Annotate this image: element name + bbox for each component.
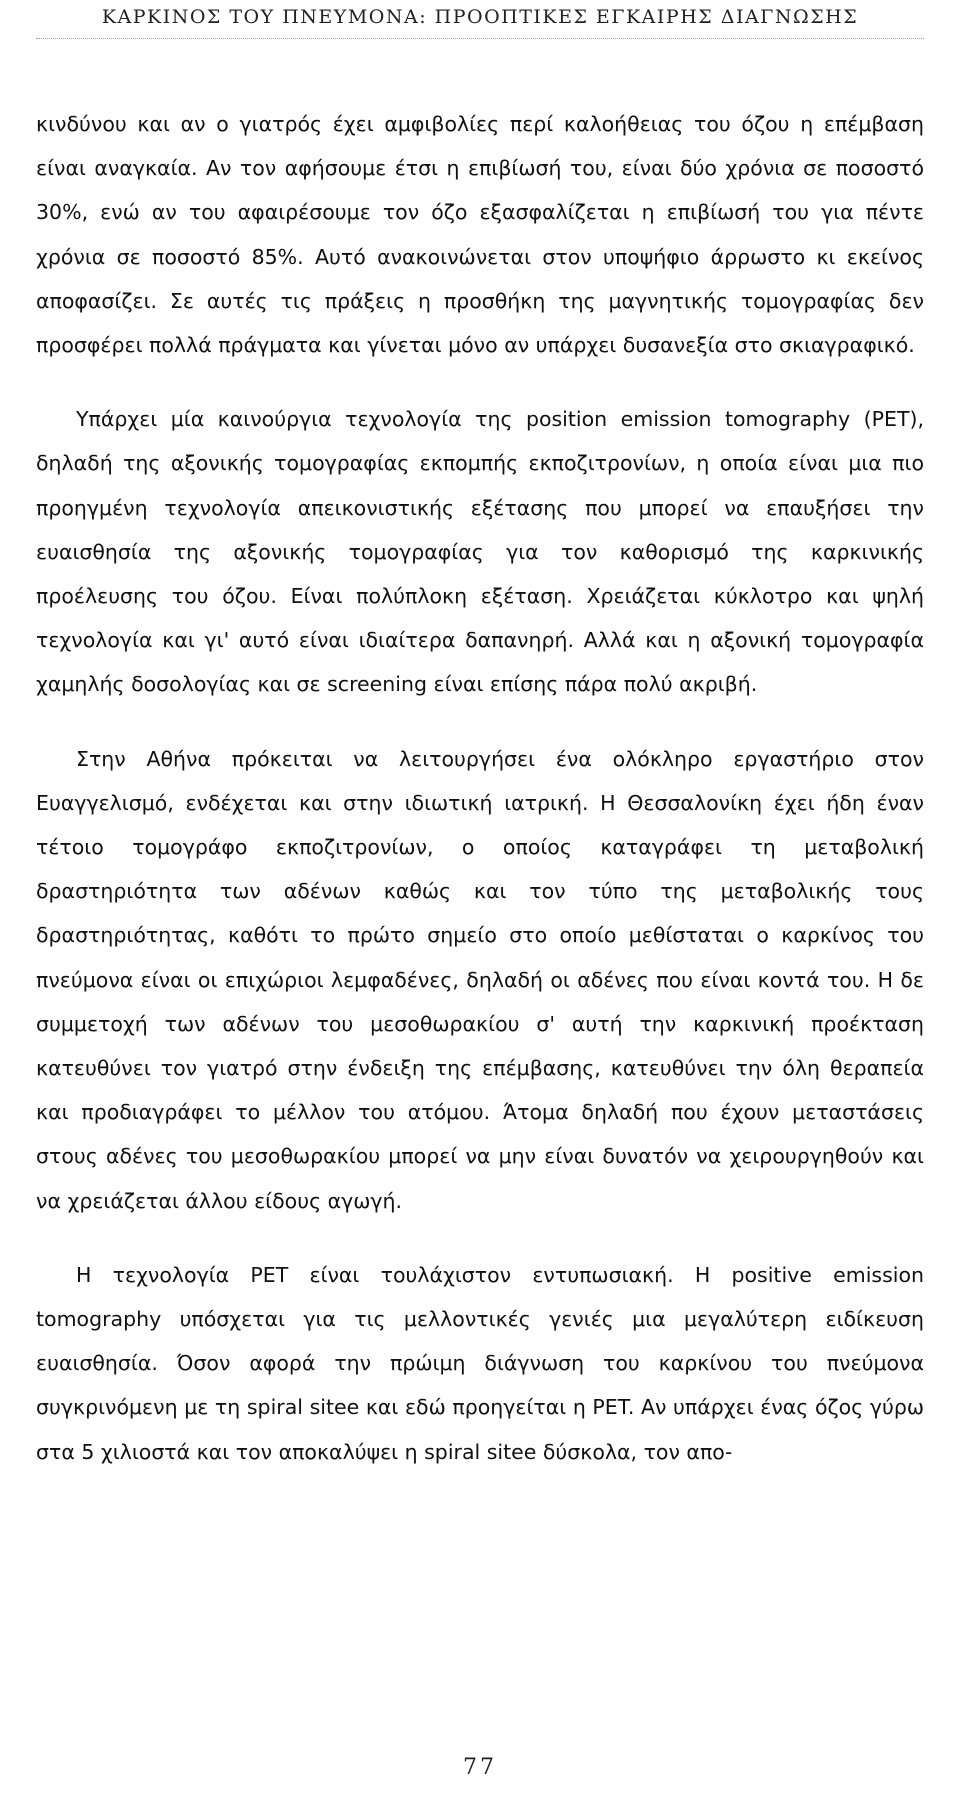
- running-header: ΚΑΡΚΙΝΟΣ ΤΟΥ ΠΝΕΥΜΟΝΑ: ΠΡΟΟΠΤΙΚΕΣ ΕΓΚΑΙΡΗΣ ΔΙΑΓΝΩΣΗΣ: [101, 6, 859, 28]
- header-rule: [36, 38, 924, 39]
- paragraph-4: Η τεχνολογία PET είναι τουλάχιστον εντυπωσιακή. Η positive emission tomography υπόσχεται για τις μελλοντικές γενιές μια μεγαλύτερη ειδίκευση ευαισθησία. Όσον αφορά την πρώιμη διάγνωση του καρκίνου του πνεύμονα συγκρινόμενη με τη spiral sitee και εδώ προηγείται η PET. Αν υπάρχει ένας όζος γύρω στα 5 χιλιοστά και τον αποκαλύψει η spiral sitee δύσκολα, τον απο-: [36, 1262, 924, 1464]
- paragraph-2: Υπάρχει μία καινούργια τεχνολογία της position emission tomography (PET), δηλαδή της αξονικής τομογραφίας εκπομπής εκποζιτρονίων, η οποία είναι μια πιο προηγμένη τεχνολογία απεικονιστικής εξέτασης που μπορεί να επαυξήσει την ευαισθησία της αξονικής τομογραφίας για τον καθορισμό της καρκινικής προέλευσης του όζου. Είναι πολύπλοκη εξέταση. Χρειάζεται κύκλοτρο και ψηλή τεχνολογία και γι' αυτό είναι ιδιαίτερα δαπανηρή. Αλλά και η αξονική τομογραφία χαμηλής δοσολογίας και σε screening είναι επίσης πάρα πολύ ακριβή.: [36, 407, 924, 697]
- paragraph-1: κινδύνου και αν ο γιατρός έχει αμφιβολίες περί καλοήθειας του όζου η επέμβαση είναι αναγκαία. Αν τον αφήσουμε έτσι η επιβίωσή του, είναι δύο χρόνια σε ποσοστό 30%, ενώ αν του αφαιρέσουμε τον όζο εξασφαλίζεται η επιβίωσή του για πέντε χρόνια σε ποσοστό 85%. Αυτό ανακοινώνεται στον υποψήφιο άρρωστο κι εκείνος αποφασίζει. Σε αυτές τις πράξεις η προσθήκη της μαγνητικής τομογραφίας δεν προσφέρει πολλά πράγματα και γίνεται μόνο αν υπάρχει δυσανεξία στο σκιαγραφικό.: [36, 112, 924, 358]
- body-text: [36, 102, 924, 1474]
- paragraph-3: Στην Αθήνα πρόκειται να λειτουργήσει ένα ολόκληρο εργαστήριο στον Ευαγγελισμό, ενδέχεται και στην ιδιωτική ιατρική. Η Θεσσαλονίκη έχει ήδη έναν τέτοιο τομογράφο εκποζιτρονίων, ο οποίος καταγράφει τη μεταβολική δραστηριότητα των αδένων καθώς και τον τύπο της μεταβολικής τους δραστηριότητας, καθότι το πρώτο σημείο στο οποίο μεθίσταται ο καρκίνος του πνεύμονα είναι οι επιχώριοι λεμφαδένες, δηλαδή οι αδένες που είναι κοντά του. Η δε συμμετοχή των αδένων του μεσοθωρακίου σ' αυτή την καρκινική προέκταση κατευθύνει τον γιατρό στην ένδειξη της επέμβασης, κατευθύνει την όλη θεραπεία και προδιαγράφει το μέλλον του ατόμου. Άτομα δηλαδή που έχουν μεταστάσεις στους αδένες του μεσοθωρακίου μπορεί να μην είναι δυνατόν να χειρουργηθούν και να χρειάζεται άλλου είδους αγωγή.: [36, 746, 924, 1213]
- page-number: 77: [463, 1755, 497, 1780]
